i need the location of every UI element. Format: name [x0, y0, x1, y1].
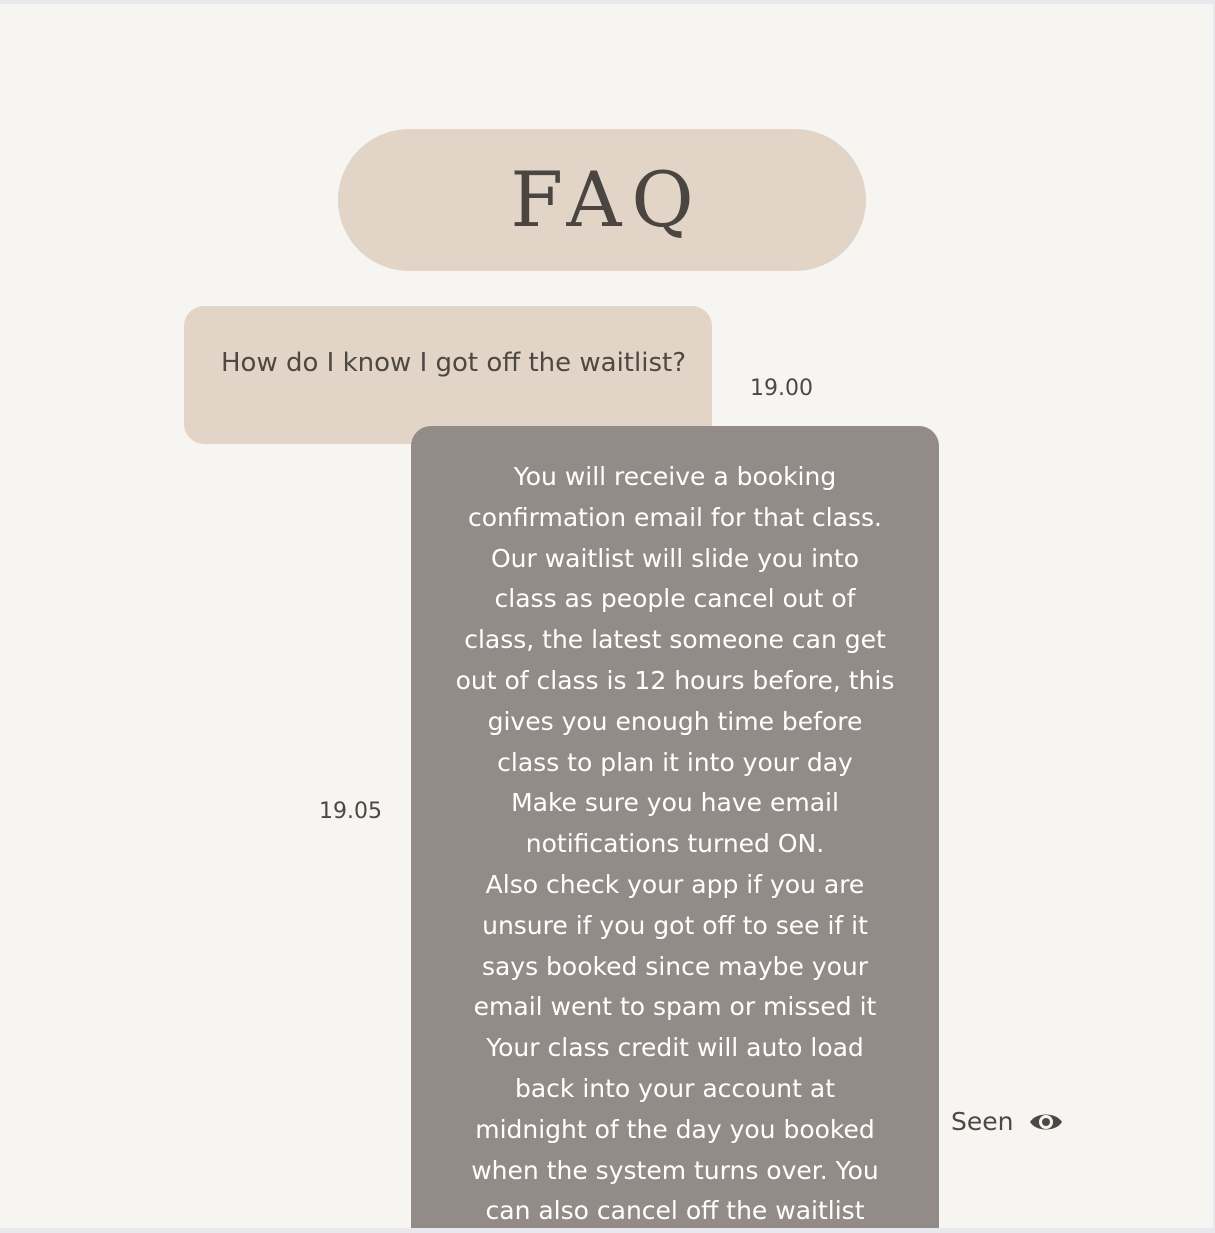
answer-line: Your class credit will auto load: [486, 1033, 864, 1063]
answer-timestamp: 19.05: [319, 799, 382, 824]
seen-label: Seen: [951, 1107, 1014, 1136]
faq-title-pill: [338, 129, 866, 271]
question-text: How do I know I got off the waitlist?: [221, 348, 686, 378]
answer-line: can also cancel off the waitlist: [485, 1196, 865, 1226]
eye-icon: [1029, 1109, 1063, 1135]
answer-line: midnight of the day you booked: [475, 1114, 875, 1144]
answer-line: says booked since maybe your: [481, 951, 869, 981]
answer-line: confirmation email for that class.: [468, 502, 882, 532]
answer-line: out of class is 12 hours before, this: [455, 665, 895, 695]
answer-line: gives you enough time before: [487, 706, 863, 736]
faq-page: [0, 4, 1213, 1228]
page-title: FAQ: [510, 155, 704, 244]
seen-status: [951, 1107, 1063, 1136]
answer-line: class as people cancel out of: [494, 584, 856, 614]
answer-text: [437, 457, 913, 1228]
answer-line: unsure if you got off to see if it: [482, 910, 868, 940]
answer-line: notifications turned ON.: [525, 829, 825, 859]
answer-line: Our waitlist will slide you into: [490, 543, 860, 573]
answer-line: class, the latest someone can get: [464, 625, 886, 655]
question-timestamp: 19.00: [750, 376, 813, 401]
answer-line: Make sure you have email: [511, 788, 839, 818]
answer-line: class to plan it into your day: [497, 747, 853, 777]
answer-line: Also check your app if you are: [485, 869, 865, 899]
answer-line: when the system turns over. You: [471, 1155, 879, 1185]
answer-line: You will receive a booking: [513, 462, 837, 491]
answer-message-bubble: [411, 426, 939, 1228]
question-message-bubble: [184, 306, 712, 444]
answer-line: email went to spam or missed it: [473, 992, 877, 1022]
answer-line: back into your account at: [514, 1073, 836, 1103]
